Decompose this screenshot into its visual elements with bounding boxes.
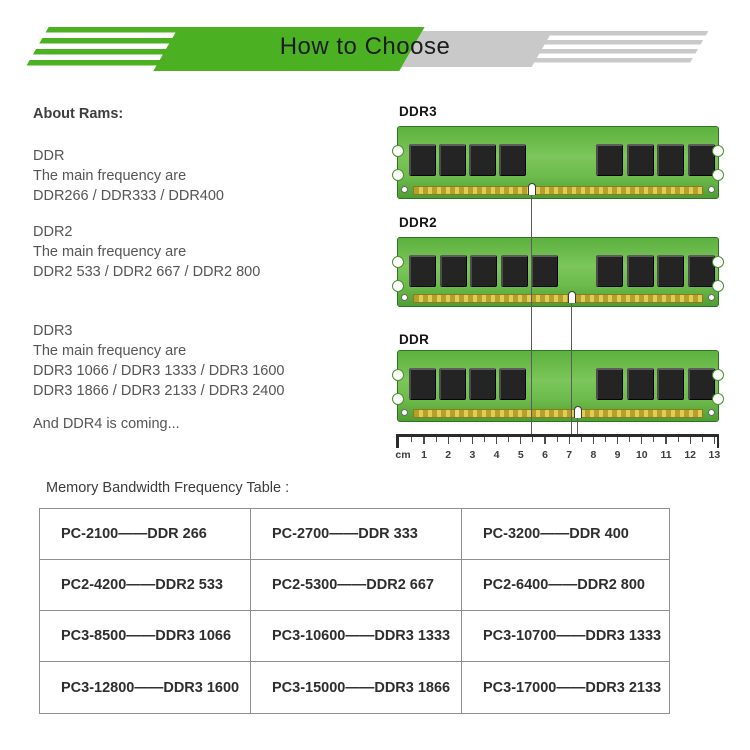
edge-notch xyxy=(392,256,404,268)
about-heading: About Rams: xyxy=(33,106,124,122)
ruler-tick-cm xyxy=(496,437,497,444)
bandwidth-table xyxy=(39,508,670,714)
ruler-tick-half xyxy=(629,437,630,442)
ram-chip xyxy=(409,368,436,400)
ruler-tick-cm xyxy=(472,437,473,444)
edge-notch xyxy=(392,369,404,381)
mounting-hole xyxy=(708,409,715,416)
ram-chip xyxy=(627,255,654,287)
about-line: The main frequency are xyxy=(33,168,187,184)
table-cell: PC2-4200——DDR2 533 xyxy=(40,560,251,611)
about-footer: And DDR4 is coming... xyxy=(33,416,180,432)
ruler-label: 13 xyxy=(708,449,721,461)
ruler-label: 9 xyxy=(614,449,621,461)
table-cell: PC-3200——DDR 400 xyxy=(462,509,669,560)
gold-pin-strip xyxy=(413,294,703,303)
ruler-tick-cm xyxy=(569,437,570,444)
ruler-tick-cm xyxy=(665,437,666,444)
ruler-tick-half xyxy=(484,437,485,442)
ram-module-board xyxy=(397,237,719,307)
ruler-label: 4 xyxy=(493,449,500,461)
edge-notch xyxy=(712,280,724,292)
ruler-tick-half xyxy=(532,437,533,442)
table-cell: PC3-15000——DDR3 1866 xyxy=(251,662,462,713)
edge-notch xyxy=(392,393,404,405)
ram-chip xyxy=(409,255,436,287)
key-notch xyxy=(574,406,582,418)
about-line: DDR3 1066 / DDR3 1333 / DDR3 1600 xyxy=(33,363,285,379)
ram-chip xyxy=(596,144,623,176)
ram-chip xyxy=(531,255,558,287)
ruler-tick-cm xyxy=(423,437,424,444)
ruler-tick-cm xyxy=(617,437,618,444)
ruler-label: 3 xyxy=(469,449,476,461)
table-cell: PC3-8500——DDR3 1066 xyxy=(40,611,251,662)
ruler-tick-cm xyxy=(714,437,715,444)
table-cell: PC3-12800——DDR3 1600 xyxy=(40,662,251,713)
ruler-tick-cm xyxy=(593,437,594,444)
table-title: Memory Bandwidth Frequency Table : xyxy=(46,480,290,496)
mounting-hole xyxy=(708,186,715,193)
mounting-hole xyxy=(401,186,408,193)
notch-pointer-line xyxy=(531,194,532,434)
ruler-label: 2 xyxy=(445,449,452,461)
ruler-tick-cm xyxy=(448,437,449,444)
ram-chip xyxy=(499,144,526,176)
ruler-tick-half xyxy=(702,437,703,442)
ruler-tick-half xyxy=(508,437,509,442)
ram-chip xyxy=(596,368,623,400)
table-cell: PC3-10600——DDR3 1333 xyxy=(251,611,462,662)
edge-notch xyxy=(712,169,724,181)
about-line: DDR266 / DDR333 / DDR400 xyxy=(33,188,224,204)
ruler-tick-half xyxy=(678,437,679,442)
mounting-hole xyxy=(401,294,408,301)
ram-chip xyxy=(439,144,466,176)
key-notch xyxy=(568,291,576,303)
table-cell: PC2-6400——DDR2 800 xyxy=(462,560,669,611)
about-line: DDR3 xyxy=(33,323,73,339)
ram-module-board xyxy=(397,350,719,422)
banner-title: How to Choose xyxy=(279,33,451,60)
ruler-tick-cm xyxy=(641,437,642,444)
about-line: DDR xyxy=(33,148,65,164)
about-line: DDR2 xyxy=(33,224,73,240)
ruler-tick-cm xyxy=(690,437,691,444)
ram-chip xyxy=(470,255,497,287)
ram-chip xyxy=(440,255,467,287)
ruler-tick-cm xyxy=(520,437,521,444)
ruler-tick-half xyxy=(557,437,558,442)
edge-notch xyxy=(712,145,724,157)
edge-notch xyxy=(712,256,724,268)
table-cell: PC-2700——DDR 333 xyxy=(251,509,462,560)
notch-pointer-line xyxy=(571,302,572,434)
ram-module-label: DDR2 xyxy=(399,215,437,230)
ruler-label: 11 xyxy=(660,449,672,461)
edge-notch xyxy=(392,145,404,157)
ram-chip xyxy=(469,368,496,400)
ram-chip xyxy=(688,255,715,287)
ruler-label: 8 xyxy=(590,449,597,461)
ruler-end-cap xyxy=(396,434,399,448)
key-notch xyxy=(528,183,536,195)
ram-module-board xyxy=(397,126,719,199)
ram-chip xyxy=(657,368,684,400)
ruler-tick-half xyxy=(653,437,654,442)
ruler-tick-half xyxy=(411,437,412,442)
ruler-label: 6 xyxy=(542,449,548,461)
about-line: DDR3 1866 / DDR3 2133 / DDR3 2400 xyxy=(33,383,285,399)
ram-module-label: DDR xyxy=(399,332,430,347)
notch-pointer-line xyxy=(577,417,578,434)
ruler-unit-label: cm xyxy=(395,449,411,461)
ram-chip xyxy=(501,255,528,287)
ruler-label: 7 xyxy=(566,449,573,461)
ruler-label: 12 xyxy=(684,449,697,461)
edge-notch xyxy=(392,169,404,181)
ruler-tick-half xyxy=(460,437,461,442)
ram-module-label: DDR3 xyxy=(399,104,437,119)
table-cell: PC-2100——DDR 266 xyxy=(40,509,251,560)
edge-notch xyxy=(392,280,404,292)
ram-chip xyxy=(627,368,654,400)
ram-chip xyxy=(499,368,526,400)
ruler-tick-half xyxy=(436,437,437,442)
about-line: The main frequency are xyxy=(33,244,187,260)
ruler-end-cap xyxy=(717,434,720,448)
ruler-label: 1 xyxy=(421,449,427,461)
gold-pin-strip xyxy=(413,409,703,418)
ruler-tick-half xyxy=(581,437,582,442)
mounting-hole xyxy=(401,409,408,416)
ram-chip xyxy=(439,368,466,400)
ruler-label: 5 xyxy=(517,449,524,461)
ram-chip xyxy=(657,144,684,176)
ruler-label: 10 xyxy=(635,449,648,461)
ram-chip xyxy=(409,144,436,176)
ruler-tick-half xyxy=(605,437,606,442)
table-cell: PC2-5300——DDR2 667 xyxy=(251,560,462,611)
mounting-hole xyxy=(708,294,715,301)
edge-notch xyxy=(712,369,724,381)
ram-chip xyxy=(596,255,623,287)
ruler-tick-cm xyxy=(544,437,545,444)
about-line: DDR2 533 / DDR2 667 / DDR2 800 xyxy=(33,264,261,280)
gold-pin-strip xyxy=(413,186,703,195)
about-line: The main frequency are xyxy=(33,343,187,359)
ram-chip xyxy=(688,368,715,400)
table-cell: PC3-10700——DDR3 1333 xyxy=(462,611,669,662)
edge-notch xyxy=(712,393,724,405)
ruler-baseline xyxy=(396,434,719,437)
ram-chip xyxy=(469,144,496,176)
table-cell: PC3-17000——DDR3 2133 xyxy=(483,679,662,696)
ram-chip xyxy=(688,144,715,176)
ram-chip xyxy=(627,144,654,176)
ram-chip xyxy=(657,255,684,287)
